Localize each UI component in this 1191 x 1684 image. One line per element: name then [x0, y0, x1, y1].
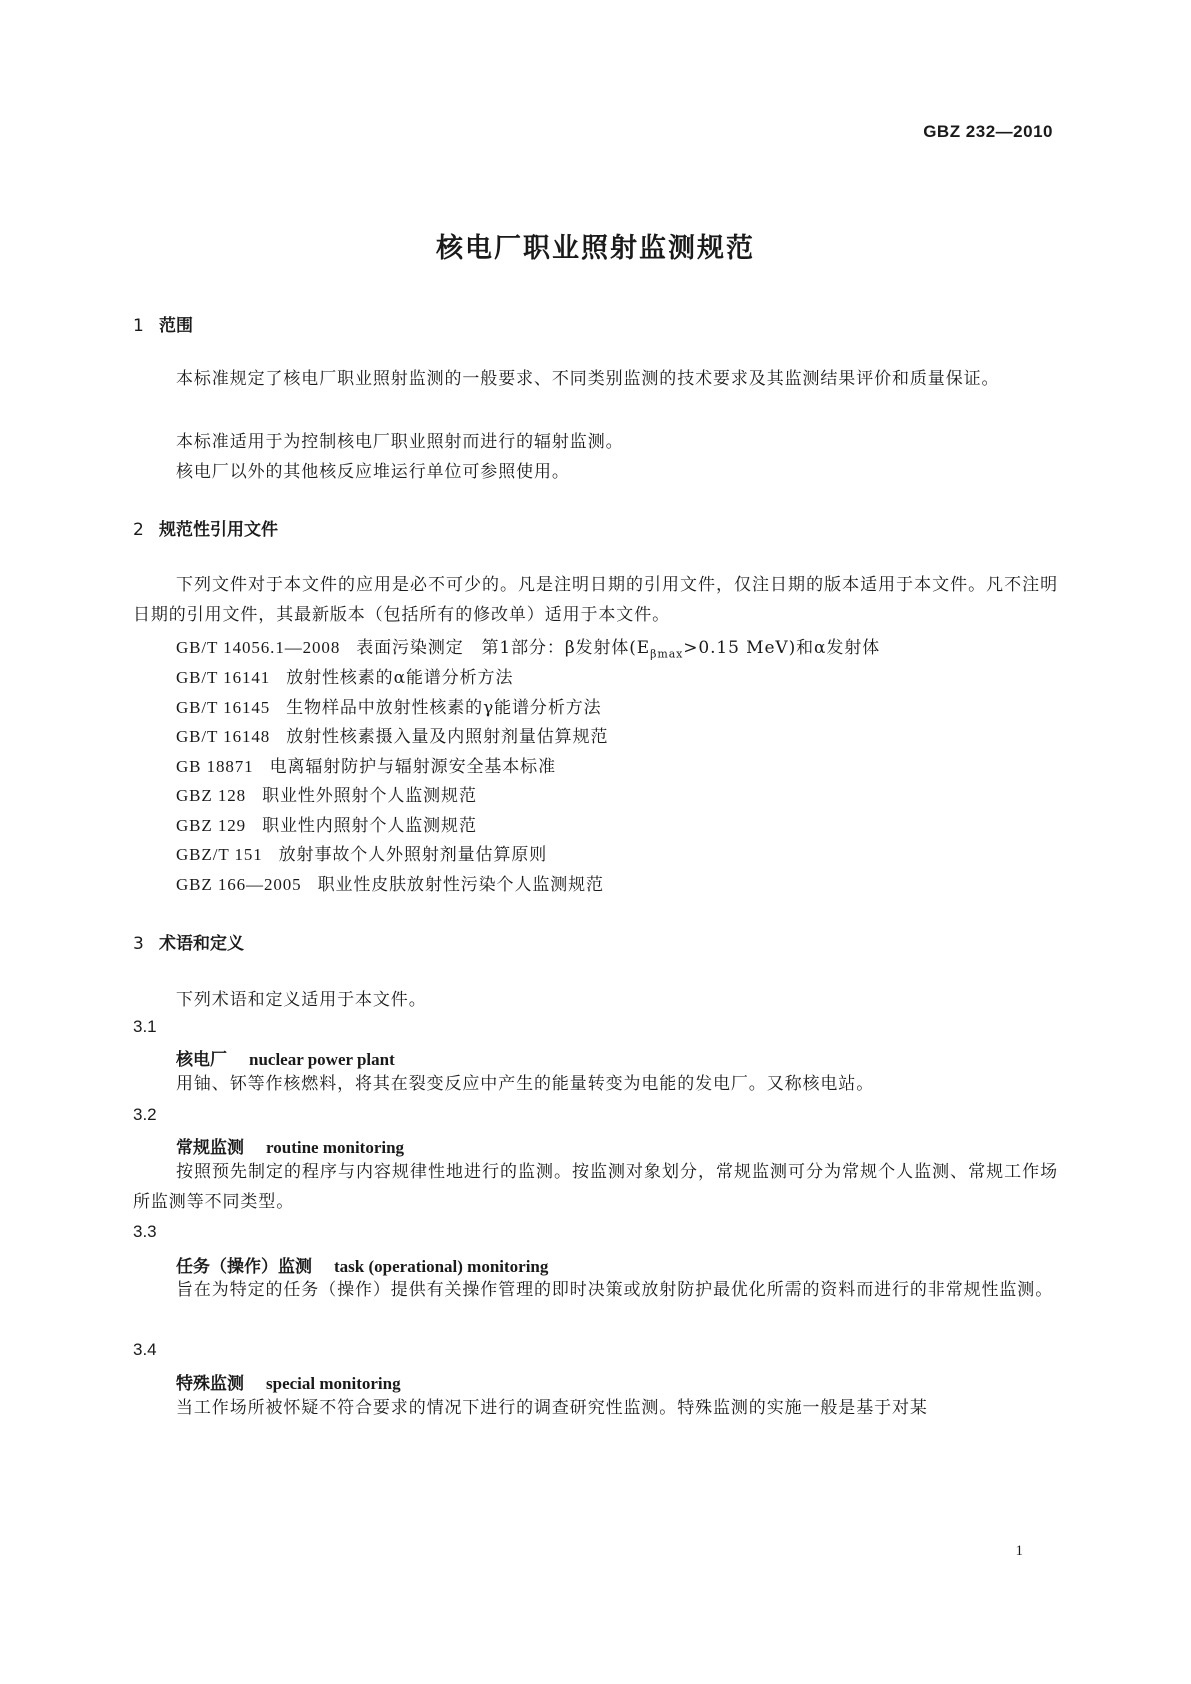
section-2-heading: [133, 515, 278, 540]
standard-number: GBZ 232—2010: [923, 122, 1053, 141]
term-number: 3.3: [133, 1222, 157, 1241]
reference-title: 生物样品中放射性核素的γ能谱分析方法: [286, 698, 602, 718]
reference-item: [176, 781, 477, 806]
reference-code: GB/T 16141: [176, 668, 271, 687]
reference-item: [176, 633, 880, 660]
reference-code: GB 18871: [176, 757, 254, 776]
section-number: 3: [133, 934, 144, 954]
reference-code: GBZ 129: [176, 816, 247, 835]
section-3-intro: 下列术语和定义适用于本文件。: [176, 990, 427, 1010]
section-title: 范围: [159, 316, 193, 336]
reference-title: 电离辐射防护与辐射源安全基本标准: [269, 757, 556, 777]
term-en: nuclear power plant: [249, 1050, 395, 1069]
reference-title: 职业性外照射个人监测规范: [262, 786, 477, 806]
reference-item: [176, 811, 477, 836]
term-definition: 当工作场所被怀疑不符合要求的情况下进行的调查研究性监测。特殊监测的实施一般是基于对某: [176, 1398, 928, 1418]
term-definition: 旨在为特定的任务（操作）提供有关操作管理的即时决策或放射防护最优化所需的资料而进行的非常规性监测。: [176, 1280, 1054, 1300]
reference-title-part: >0.15 MeV)和α发射体: [683, 638, 881, 658]
reference-title-part: 表面污染测定 第1部分：β发射体(E: [356, 638, 651, 658]
section-1-paragraph: 核电厂以外的其他核反应堆运行单位可参照使用。: [176, 462, 570, 482]
reference-code: GBZ 166—2005: [176, 875, 302, 894]
section-title: 规范性引用文件: [159, 520, 278, 540]
term-definition: 用铀、钚等作核燃料，将其在裂变反应中产生的能量转变为电能的发电厂。又称核电站。: [176, 1074, 875, 1094]
section-1-heading: [133, 311, 193, 336]
term-heading: [176, 1369, 401, 1394]
term-en: routine monitoring: [266, 1138, 405, 1157]
reference-item: [176, 722, 608, 747]
term-number: 3.2: [133, 1105, 157, 1124]
reference-code: GB/T 16145: [176, 698, 271, 717]
term-cn: 任务（操作）监测: [176, 1257, 312, 1277]
reference-code: GBZ 128: [176, 786, 247, 805]
page-number: 1: [1015, 1543, 1023, 1559]
reference-code: GB/T 16148: [176, 727, 271, 746]
reference-code: GB/T 14056.1—2008: [176, 638, 341, 657]
term-heading: [176, 1045, 395, 1070]
section-3-heading: [133, 929, 244, 954]
reference-code: GBZ/T 151: [176, 845, 263, 864]
reference-title: 职业性内照射个人监测规范: [262, 816, 477, 836]
term-definition: 按照预先制定的程序与内容规律性地进行的监测。按监测对象划分，常规监测可分为常规个人监测、常规工作场所监测等不同类型。: [133, 1162, 1058, 1212]
page-title: 核电厂职业照射监测规范: [436, 233, 755, 264]
term-heading: [176, 1133, 404, 1158]
term-cn: 特殊监测: [176, 1374, 244, 1394]
section-1-paragraph: 本标准规定了核电厂职业照射监测的一般要求、不同类别监测的技术要求及其监测结果评价和质量保证。: [176, 369, 1000, 389]
section-2-intro: 下列文件对于本文件的应用是必不可少的。凡是注明日期的引用文件，仅注日期的版本适用于本文件。凡不注明日期的引用文件，其最新版本（包括所有的修改单）适用于本文件。: [133, 575, 1058, 625]
reference-subscript: βmax: [650, 647, 684, 661]
term-cn: 核电厂: [176, 1050, 227, 1070]
reference-title: 职业性皮肤放射性污染个人监测规范: [317, 875, 604, 895]
reference-title: 放射性核素的α能谱分析方法: [286, 668, 514, 688]
term-heading: [176, 1252, 548, 1277]
section-title: 术语和定义: [159, 934, 244, 954]
reference-item: [176, 693, 602, 718]
term-number: 3.4: [133, 1340, 157, 1359]
reference-item: [176, 663, 513, 688]
reference-item: [176, 870, 604, 895]
term-number: 3.1: [133, 1017, 157, 1036]
term-en: task (operational) monitoring: [334, 1257, 549, 1276]
term-cn: 常规监测: [176, 1138, 244, 1158]
section-number: 1: [133, 316, 144, 336]
reference-item: [176, 840, 547, 865]
reference-item: [176, 752, 556, 777]
reference-title: 放射事故个人外照射剂量估算原则: [278, 845, 548, 865]
term-en: special monitoring: [266, 1374, 401, 1393]
reference-title: 放射性核素摄入量及内照射剂量估算规范: [286, 727, 609, 747]
section-number: 2: [133, 520, 144, 540]
section-1-paragraph: 本标准适用于为控制核电厂职业照射而进行的辐射监测。: [176, 432, 624, 452]
